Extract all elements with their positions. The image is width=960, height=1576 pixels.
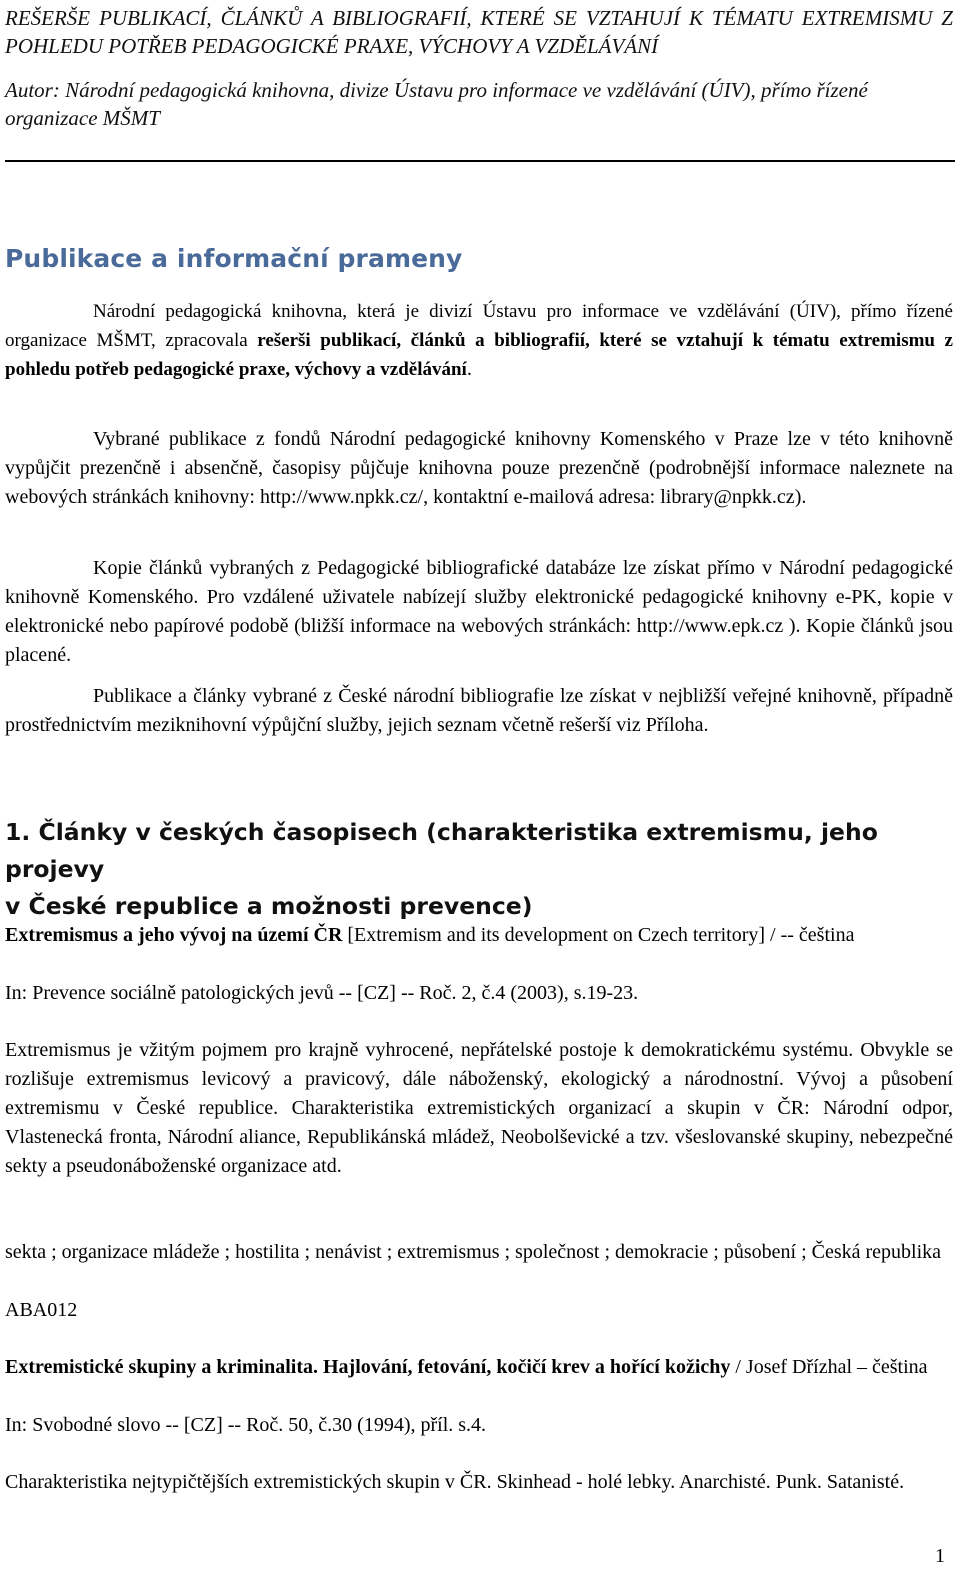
entry-1-source: In: Prevence sociálně patologických jevů -- [CZ] -- Roč. 2, č.4 (2003), s.19-23. <box>5 982 639 1004</box>
entry-1-code: ABA012 <box>5 1299 78 1321</box>
entry-2-title <box>5 1353 953 1382</box>
intro-paragraph-3: Kopie článků vybraných z Pedagogické bibliografické databáze lze získat přímo v Národní pedagogické knihovně Komenského. Pro vzdálené uživatele nabízejí služby elektronické pedagogické knihovny e-PK, kopie v elektronické nebo papírové podobě (bližší informace na webových stránkách: http://www.epk.cz ). Kopie článků jsou placené. <box>5 557 953 666</box>
chapter-heading-line-1: 1. Články v českých časopisech (charakteristika extremismu, jeho projevy <box>5 818 878 883</box>
entry-1-keywords: sekta ; organizace mládeže ; hostilita ; nenávist ; extremismus ; společnost ; demokracie ; působení ; Česká republika <box>5 1241 942 1263</box>
entry-2-title-rest: / Josef Dřízhal – čeština <box>730 1356 928 1378</box>
header-rule <box>5 160 955 162</box>
chapter-heading-line-2: v České republice a možnosti prevence) <box>5 892 533 920</box>
entry-2-abstract: Charakteristika nejtypičtějších extremistických skupin v ČR. Skinhead - holé lebky. Anarchisté. Punk. Satanisté. <box>5 1471 905 1493</box>
intro-end: . <box>466 358 472 380</box>
document-header <box>5 4 953 132</box>
document-title: REŠERŠE PUBLIKACÍ, ČLÁNKŮ A BIBLIOGRAFIÍ, KTERÉ SE VZTAHUJÍ K TÉMATU EXTREMISMU Z POHLEDU POTŘEB PEDAGOGICKÉ PRAXE, VÝCHOVY A VZDĚLÁVÁNÍ <box>5 6 953 58</box>
intro-text: Národní pedagogická knihovna, která je divizí Ústavu pro informace ve vzdělávání (ÚIV), přímo řízené organizace MŠMT, zpracovala <box>5 301 953 351</box>
entry-1-title <box>5 921 953 950</box>
intro-paragraph-1 <box>5 297 953 384</box>
entry-1-title-rest: [Extremism and its development on Czech territory] / -- čeština <box>342 924 855 946</box>
intro-paragraph-2: Vybrané publikace z fondů Národní pedagogické knihovny Komenského v Praze lze v této knihovně vypůjčit prezenčně i absenčně, časopisy půjčuje knihovna pouze prezenčně (podrobnější informace naleznete na webových stránkách knihovny: http://www.npkk.cz/, kontaktní e-mailová adresa: library@npkk.cz). <box>5 428 953 508</box>
entry-1-abstract: Extremismus je vžitým pojmem pro krajně vyhrocené, nepřátelské postoje k demokratickému systému. Obvykle se rozlišuje extremismus levicový a pravicový, dále náboženský, ekologický a národnostní. Vývoj a působení extremismu v České republice. Charakteristika extremistických organizací a skupin v ČR: Národní odpor, Vlastenecká fronta, Národní aliance, Republikánská mládež, Neobolševické a tzv. všeslovanské skupiny, nebezpečné sekty a pseudonáboženské organizace atd. <box>5 1039 953 1177</box>
chapter-heading <box>5 814 953 925</box>
document-page <box>5 0 953 1576</box>
entry-2-title-bold: Extremistické skupiny a kriminalita. Hajlování, fetování, kočičí krev a hořící kožichy <box>5 1356 731 1378</box>
document-author: Autor: Národní pedagogická knihovna, divize Ústavu pro informace ve vzdělávání (ÚIV), přímo řízené organizace MŠMT <box>5 78 868 130</box>
entry-1-title-bold: Extremismus a jeho vývoj na území ČR <box>5 924 343 946</box>
entry-2-source: In: Svobodné slovo -- [CZ] -- Roč. 50, č.30 (1994), příl. s.4. <box>5 1414 487 1436</box>
intro-paragraph-4: Publikace a články vybrané z České národní bibliografie lze získat v nejbližší veřejné knihovně, případně prostřednictvím meziknihovní výpůjční služby, jejich seznam včetně rešerší viz Příloha. <box>5 685 953 736</box>
page-number: 1 <box>935 1545 945 1567</box>
section-heading: Publikace a informační prameny <box>5 244 463 273</box>
intro-bold-text: rešerši publikací, článků a bibliografií, které se vztahují k tématu extremismu z pohledu potřeb pedagogické praxe, výchovy a vzdělávání <box>5 330 953 380</box>
